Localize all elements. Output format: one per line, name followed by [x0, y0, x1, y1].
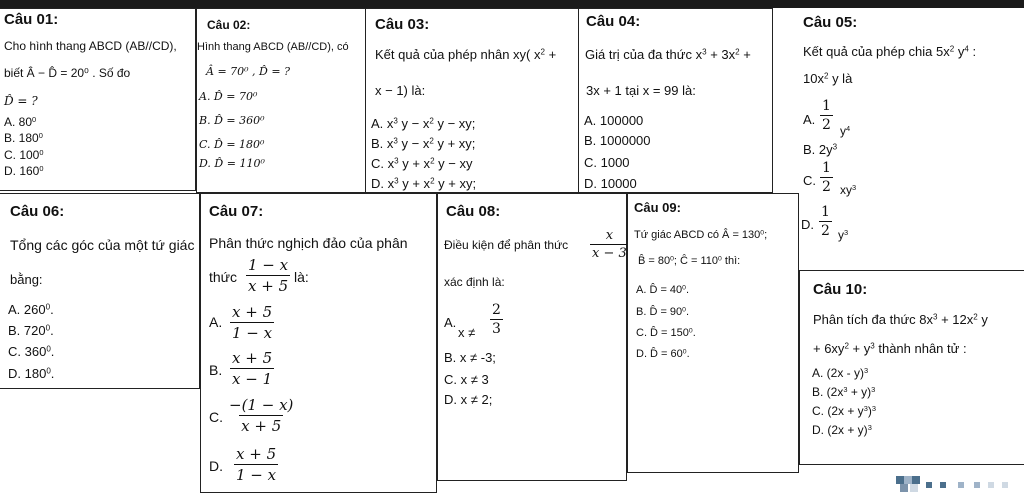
q04-option-b: B. 1000000 [584, 133, 651, 148]
q07-option-b-label: B. [209, 362, 223, 378]
q10-option-c: C. $(2x + y^3)^3$ [812, 403, 876, 418]
q05-option-a-var: $y^4$ [840, 123, 851, 138]
q08-option-c: C. x ≠ 3 [444, 372, 489, 387]
q10-option-d: D. $(2x + y)^3$ [812, 422, 872, 437]
q09-title: Câu 09: [634, 200, 681, 215]
q04-line1: Giá trị của đa thức $x^3 + 3x^2$ + [585, 47, 751, 62]
q05-line2: $10x^2$ y là [803, 71, 853, 86]
q09-line1: Tứ giác ABCD có Â = $130^0$; [634, 229, 768, 241]
q04-option-c: C. 1000 [584, 155, 630, 170]
q03-option-a: A. $x^3$ $y - x^2$ y − xy; [371, 116, 476, 131]
q05-option-d-fraction: $\frac{1}{2}$ [821, 204, 830, 239]
q08-title: Câu 08: [446, 203, 501, 220]
q04-line2: 3x + 1 tại x = 99 là: [586, 83, 696, 98]
q05-option-c-fraction: $\frac{1}{2}$ [822, 160, 831, 195]
q06-option-c: C. $360^0$. [8, 344, 55, 359]
q05-option-c-label: C. [803, 173, 816, 188]
q01-line3: D̂ = ? [4, 94, 38, 108]
q05-option-a-fraction: $\frac{1}{2}$ [822, 98, 831, 133]
q07-option-b-fraction: $\frac{x + 5}{x - 1}$ [232, 349, 273, 388]
q01-title: Câu 01: [4, 11, 59, 28]
q09-line2: B̂ = $80^0$; Ĉ = $110^0$ thì: [638, 255, 741, 267]
q10-title: Câu 10: [813, 281, 868, 298]
q06-title: Câu 06: [10, 203, 65, 220]
q01-option-b: B. $180^0$ [4, 130, 43, 145]
q06-option-a: A. $260^0$. [8, 302, 54, 317]
q07-line2-label: thức [209, 269, 238, 285]
q09-option-a: A. D̂ = $40^0$. [636, 284, 690, 296]
q05-line1: Kết quả của phép chia $5x^2$ $y^4$ : [803, 44, 977, 59]
q10-line1: Phân tích đa thức $8x^3 + 12x^2$ y [813, 312, 988, 327]
q08-fraction: $\frac{x}{x - 3}$ [592, 228, 627, 261]
q01-line1: Cho hình thang ABCD (AB//CD), [4, 39, 177, 53]
q01-line2: biết Â − D̂ = 20⁰ . Số đo [4, 66, 131, 80]
q05-option-a-label: A. [803, 112, 816, 127]
q06-line1: Tổng các góc của một tứ giác [10, 237, 195, 253]
q10-line2: + $6xy^2 + y^3$ thành nhân tử : [813, 341, 967, 356]
q02-option-b: B. D̂ = 360⁰ [199, 114, 265, 127]
q06-option-d: D. $180^0$. [8, 366, 55, 381]
q08-option-a-x: x ≠ [458, 325, 476, 340]
q08-option-a-label: A. [444, 315, 457, 330]
q02-option-a: A. D̂ = 70⁰ [199, 90, 258, 103]
q05-option-c-var: $xy^3$ [840, 182, 857, 197]
q07-option-d-fraction: $\frac{x + 5}{1 - x}$ [236, 445, 277, 484]
q04-title: Câu 04: [586, 13, 641, 30]
q01-option-a: A. $80^0$ [4, 114, 37, 129]
q07-option-d-label: D. [209, 458, 223, 474]
q09-option-d: D. D̂ = $60^0$. [636, 348, 690, 360]
q08-option-d: D. x ≠ 2; [444, 392, 493, 407]
q05-option-d-var: $y^3$ [838, 227, 849, 242]
q07-line2-end: là: [294, 269, 309, 285]
q02-line1: Hình thang ABCD (AB//CD), có [197, 41, 349, 53]
q10-option-b: B. $(2x^3 + y)^3$ [812, 384, 876, 399]
pixelated-watermark [896, 472, 1020, 496]
q08-line1: Điều kiện để phân thức [444, 238, 569, 252]
q08-line2: xác định là: [444, 275, 505, 289]
q07-title: Câu 07: [209, 203, 264, 220]
q03-option-d: D. $x^3$ $y + x^2$ y + xy; [371, 176, 477, 191]
q01-option-d: D. $160^0$ [4, 163, 44, 178]
q02-title: Câu 02: [207, 18, 251, 32]
q07-fraction: $\frac{1 - x}{x + 5}$ [248, 256, 289, 295]
q04-option-a: A. 100000 [584, 113, 644, 128]
q05-title: Câu 05: [803, 14, 858, 31]
q02-option-d: D. D̂ = 110⁰ [199, 157, 265, 170]
q08-option-a-fraction: $\frac{2}{3}$ [492, 302, 501, 337]
q07-option-a-label: A. [209, 314, 223, 330]
q03-line1: Kết quả của phép nhân xy( $x^2$ + [375, 47, 557, 62]
question-06-card [0, 193, 200, 389]
q03-option-c: C. $x^3$ $y + x^2$ y − xy [371, 156, 473, 171]
q05-option-b: B. $2y^3$ [803, 142, 838, 157]
q07-option-a-fraction: $\frac{x + 5}{1 - x}$ [232, 303, 273, 342]
q02-line2: Â = 70⁰ , D̂ = ? [206, 65, 290, 78]
q09-option-c: C. D̂ = $150^0$. [636, 327, 696, 339]
q03-title: Câu 03: [375, 16, 430, 33]
q08-option-b: B. x ≠ -3; [444, 350, 496, 365]
q07-option-c-label: C. [209, 409, 223, 425]
q10-option-a: A. (2x - y)$^3$ [812, 365, 869, 380]
q06-line2: bằng: [10, 272, 43, 287]
q03-line2: x − 1) là: [375, 83, 426, 98]
top-bar [0, 0, 1024, 8]
q04-option-d: D. 10000 [584, 176, 637, 191]
q01-option-c: C. $100^0$ [4, 147, 44, 162]
q09-option-b: B. D̂ = $90^0$. [636, 306, 690, 318]
q06-option-b: B. $720^0$. [8, 323, 54, 338]
q07-line1: Phân thức nghịch đảo của phân [209, 235, 408, 251]
q03-option-b: B. $x^3$ $y - x^2$ y + xy; [371, 136, 476, 151]
q05-option-d-label: D. [801, 217, 814, 232]
q07-option-c-fraction: $\frac{-(1 - x)}{x + 5}$ [229, 396, 294, 435]
q02-option-c: C. D̂ = 180⁰ [199, 138, 265, 151]
